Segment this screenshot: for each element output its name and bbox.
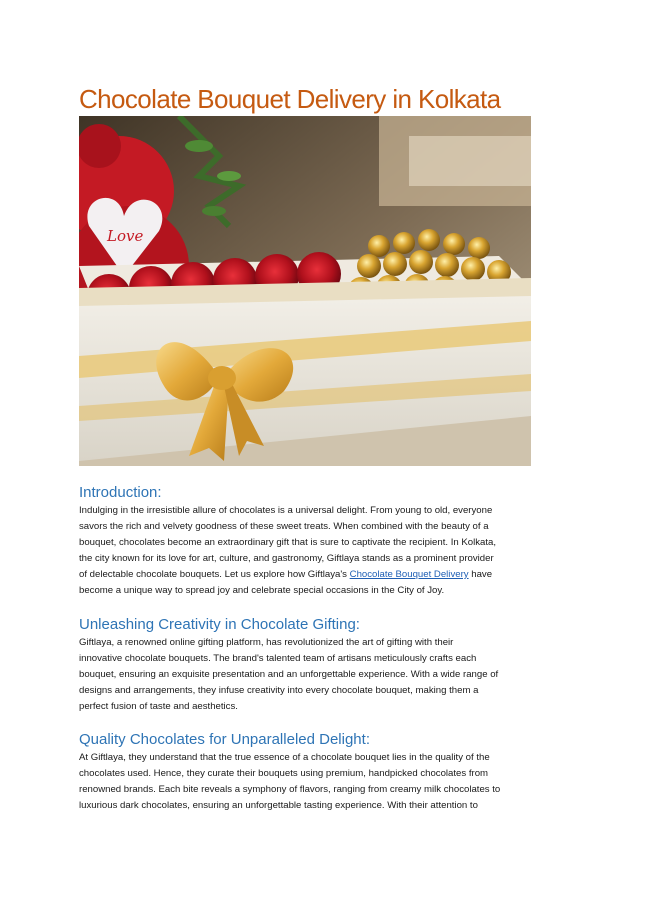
chocolate-rose-box-illustration bbox=[79, 116, 531, 466]
love-heart-text: Love bbox=[107, 227, 144, 245]
paragraph-line: Indulging in the irresistible allure of chocolates is a universal delight. From young to old, everyone bbox=[79, 505, 493, 516]
paragraph-text: have bbox=[468, 569, 493, 580]
paragraph-line: At Giftlaya, they understand that the true essence of a chocolate bouquet lies in the quality of the bbox=[79, 752, 490, 763]
paragraph-line: designs and arrangements, they infuse creativity into every chocolate bouquet, making them a bbox=[79, 685, 479, 696]
paragraph-text: of delectable chocolate bouquets. Let us explore how Giftlaya's bbox=[79, 569, 350, 580]
paragraph-line: renowned brands. Each bite reveals a symphony of flavors, ranging from creamy milk chocolates to bbox=[79, 784, 501, 795]
section-paragraph-creativity bbox=[79, 635, 575, 715]
paragraph-line: luxurious dark chocolates, ensuring an unforgettable tasting experience. With their attention to bbox=[79, 800, 478, 811]
chocolate-bouquet-delivery-link[interactable]: Chocolate Bouquet Delivery bbox=[349, 569, 469, 580]
paragraph-line: the city known for its love for art, culture, and gastronomy, Giftlaya stands as a prominent provider bbox=[79, 553, 494, 564]
paragraph-line: perfect fusion of taste and aesthetics. bbox=[79, 701, 238, 712]
paragraph-line-with-link bbox=[79, 567, 575, 583]
section-heading-creativity: Unleashing Creativity in Chocolate Gifting: bbox=[79, 616, 360, 633]
section-heading-quality: Quality Chocolates for Unparalleled Delight: bbox=[79, 731, 370, 748]
paragraph-line: become a unique way to spread joy and celebrate special occasions in the City of Joy. bbox=[79, 585, 445, 596]
section-paragraph-introduction bbox=[79, 503, 575, 599]
paragraph-line: Giftlaya, a renowned online gifting platform, has revolutionized the art of gifting with their bbox=[79, 637, 454, 648]
paragraph-line: innovative chocolate bouquets. The brand's talented team of artisans meticulously crafts each bbox=[79, 653, 477, 664]
paragraph-line: savors the rich and velvety goodness of these sweet treats. When combined with the beauty of a bbox=[79, 521, 489, 532]
paragraph-line: chocolates used. Hence, they curate their bouquets using premium, handpicked chocolates from bbox=[79, 768, 489, 779]
page-title: Chocolate Bouquet Delivery in Kolkata bbox=[79, 84, 501, 114]
paragraph-line: bouquet, ensuring an exquisite presentation and an unforgettable experience. With a wide range of bbox=[79, 669, 499, 680]
section-paragraph-quality bbox=[79, 750, 575, 814]
paragraph-line: bouquet, chocolates become an extraordinary gift that is sure to captivate the recipient. In Kolkata, bbox=[79, 537, 497, 548]
hero-image bbox=[79, 116, 531, 466]
section-heading-introduction: Introduction: bbox=[79, 484, 162, 501]
